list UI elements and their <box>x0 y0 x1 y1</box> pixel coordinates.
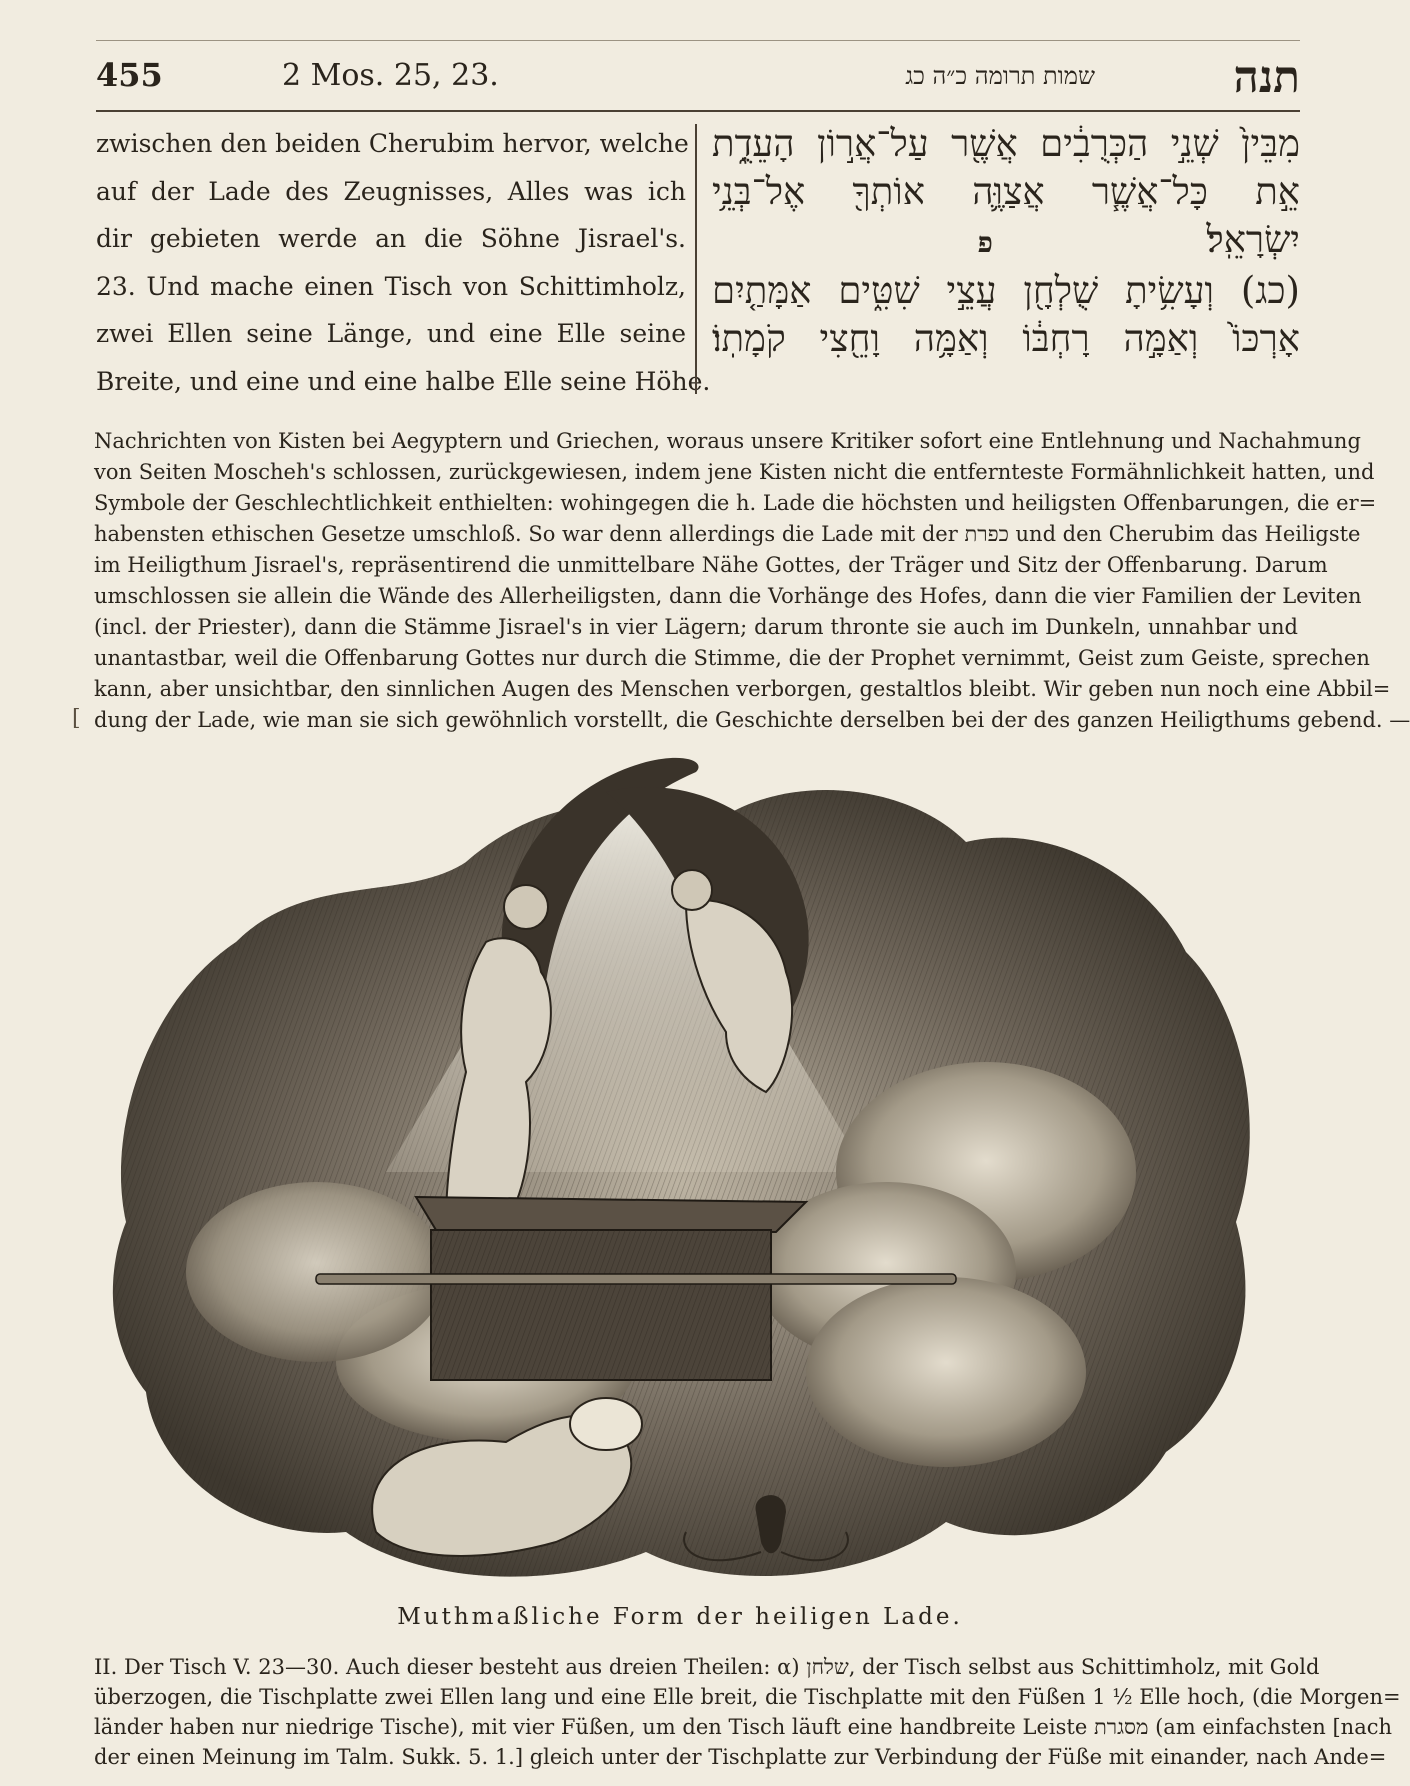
translation-line: 23. Und mache einen Tisch von Schittimholz, <box>96 271 686 301</box>
chapter-verse-reference: 2 Mos. 25, 23. <box>282 58 499 93</box>
commentary-line: Symbole der Geschlechtlichkeit enthielten: wohingegen die h. Lade die höchsten und heiligsten Offenbarungen, die er= <box>94 491 1377 515</box>
carrying-pole <box>316 1274 956 1284</box>
ark-lid <box>416 1197 806 1232</box>
ark-engraving <box>86 752 1276 1602</box>
parasha-mark: פ <box>977 226 993 259</box>
commentary-line: kann, aber unsichtbar, den sinnlichen Augen des Menschen verborgen, gestaltlos bleibt. Wir geben nun noch eine Abbil= <box>94 677 1391 701</box>
commentary-line: länder haben nur niedrige Tische), mit vier Füßen, um den Tisch läuft eine handbreite Leiste מסגרת (am einfachsten [nach <box>94 1715 1392 1739</box>
hebrew-line-with-mark <box>712 216 1300 267</box>
hebrew-line: מִבֵּין֙ שְׁנֵ֣י הַכְּרֻבִ֔ים אֲשֶׁ֖ר עַל־אֲר֣וֹן הָעֵדֻ֑ת <box>712 122 1300 165</box>
hebrew-line: אֵ֣ת כָּל־אֲשֶׁ֧ר אֲצַוֶּ֛ה אוֹתְךָ֖ אֶל־בְּנֵ֥י <box>712 170 1300 213</box>
commentary-line: im Heiligthum Jisrael's, repräsentirend die unmittelbare Nähe Gottes, der Träger und Sitz der Offenbarung. Darum <box>94 553 1328 577</box>
commentary-line: (incl. der Priester), dann die Stämme Jisrael's in vier Lägern; darum thronte sie auch im Dunkeln, unnahbar und <box>94 615 1298 639</box>
running-header <box>96 52 1300 108</box>
page-number: 455 <box>96 56 163 94</box>
translation-line: Breite, und eine und eine halbe Elle seine Höhe. <box>96 366 711 396</box>
commentary-line: von Seiten Moscheh's schlossen, zurückgewiesen, indem jene Kisten nicht die entfernteste Formähnlichkeit hatten, und <box>94 460 1375 484</box>
commentary-line: überzogen, die Tischplatte zwei Ellen lang und eine Elle breit, die Tischplatte mit den Füßen 1 ½ Elle hoch, (die Morgen= <box>94 1685 1401 1709</box>
translation-line: zwei Ellen seine Länge, und eine Elle seine <box>96 319 686 348</box>
commentary-line: der einen Meinung im Talm. Sukk. 5. 1.] gleich unter der Tischplatte zur Verbindung der Füße mit einander, nach Ande= <box>94 1745 1387 1769</box>
commentary-line: dung der Lade, wie man sie sich gewöhnlich vorstellt, die Geschichte derselben bei der des ganzen Heiligthums gebend. — <box>94 708 1410 732</box>
hebrew-line: (כג) וְעָשִׂ֥יתָ שֻׁלְחָ֖ן עֲצֵ֣י שִׁטִּ֑ים אַמָּתַ֤יִם <box>712 269 1300 312</box>
ark-box-hatch <box>431 1230 771 1380</box>
hebrew-line: יִשְׂרָאֵֽל׃ <box>1206 218 1300 261</box>
column-divider <box>695 124 697 394</box>
translation-line: zwischen den beiden Cherubim hervor, welche <box>96 129 689 158</box>
commentary <box>94 426 1410 736</box>
cloud-puff <box>806 1277 1086 1467</box>
cloud-puff <box>186 1182 446 1362</box>
translation-line: auf der Lade des Zeugnisses, Alles was ich <box>96 176 686 206</box>
commentary-line: umschlossen sie allein die Wände des Allerheiligsten, dann die Vorhänge des Hofes, dann die vier Familien der Leviten <box>94 584 1362 608</box>
hebrew-reference: שמות תרומה כ״ה כג <box>905 62 1095 90</box>
translation-line: dir gebieten werde an die Söhne Jisrael's. <box>96 224 686 253</box>
header-rule <box>96 110 1300 112</box>
hebrew-line: אָרְכּוֹ֙ וְאַמָּ֣ה רָחְבּ֔וֹ וְאַמָּ֥ה וָחֵ֖צִי קֹמָתֽוֹ׃ <box>712 317 1300 360</box>
german-translation <box>96 120 711 405</box>
commentary-line: Nachrichten von Kisten bei Aegyptern und Griechen, woraus unsere Kritiker sofort eine Entlehnung und Nachahmung <box>94 429 1361 453</box>
left-cherub-head <box>504 885 548 929</box>
priest-turban <box>570 1398 642 1450</box>
commentary-continued <box>94 1652 1401 1772</box>
margin-bracket-mark: [ <box>72 706 81 731</box>
hebrew-text <box>712 120 1300 363</box>
commentary-line: habensten ethischen Gesetze umschloß. So war denn allerdings die Lade mit der כפרת und den Cherubim das Heiligste <box>94 522 1361 546</box>
commentary-line: unantastbar, weil die Offenbarung Gottes nur durch die Stimme, die der Prophet vernimmt, Geist zum Geiste, sprechen <box>94 646 1370 670</box>
hebrew-page-number: תנה <box>1233 52 1300 103</box>
top-rule <box>96 40 1300 41</box>
illustration-caption: Muthmaßliche Form der heiligen Lade. <box>397 1604 963 1630</box>
commentary-line: II. Der Tisch V. 23—30. Auch dieser besteht aus dreien Theilen: α) שלחן, der Tisch selbst aus Schittimholz, mit Gold <box>94 1655 1320 1679</box>
right-cherub-head <box>672 870 712 910</box>
